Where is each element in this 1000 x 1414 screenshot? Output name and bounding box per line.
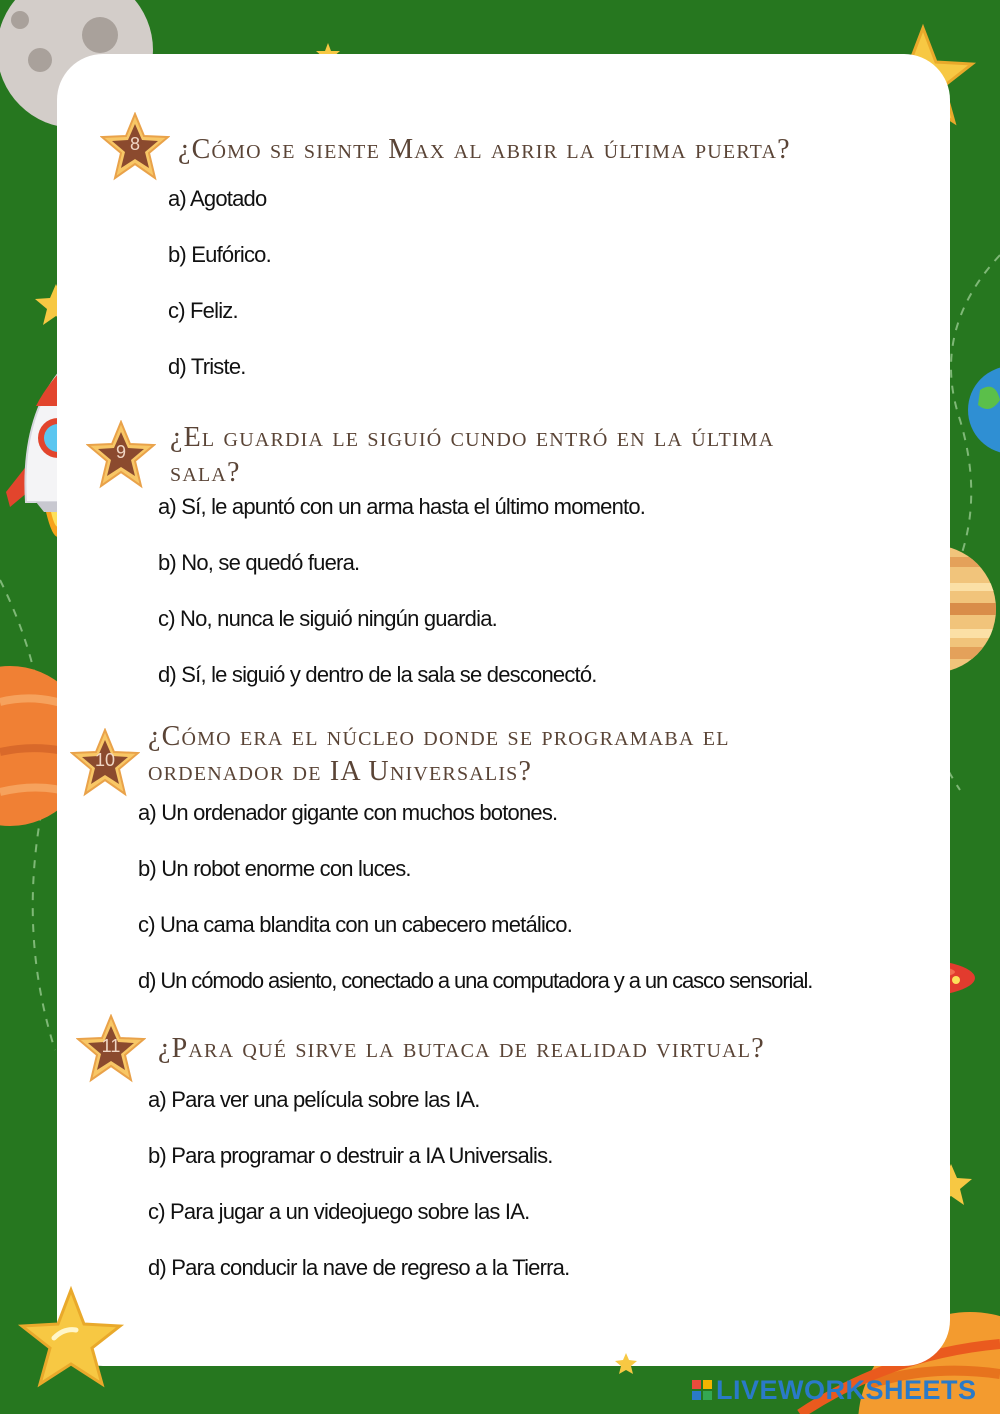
answer-option[interactable]: a) Para ver una película sobre las IA. — [148, 1087, 480, 1112]
answer-option[interactable]: b) Para programar o destruir a IA Universalis. — [148, 1143, 553, 1168]
liveworksheets-logo[interactable] — [692, 1372, 977, 1408]
answer-option[interactable]: d) Triste. — [168, 354, 246, 379]
question-number-badge — [76, 1014, 146, 1084]
question-number-badge — [70, 728, 140, 798]
question-title: ¿El guardia le siguió cundo entró en la última sala? — [170, 422, 775, 488]
question-title: ¿Cómo era el núcleo donde se programaba el ordenador de IA Universalis? — [148, 721, 730, 787]
answer-option[interactable]: d) Sí, le siguió y dentro de la sala se desconectó. — [158, 662, 597, 687]
answer-option[interactable]: d) Un cómodo asiento, conectado a una computadora y a un casco sensorial. — [138, 968, 813, 993]
question-number-badge — [86, 420, 156, 490]
logo-grid-icon — [692, 1380, 712, 1400]
answer-option[interactable]: a) Agotado — [168, 186, 267, 211]
answer-option[interactable]: b) Un robot enorme con luces. — [138, 856, 411, 881]
answer-option[interactable]: a) Un ordenador gigante con muchos botones. — [138, 800, 558, 825]
green-planet — [960, 360, 1000, 460]
answer-option[interactable]: a) Sí, le apuntó con un arma hasta el último momento. — [158, 494, 646, 519]
question-number: 11 — [101, 1036, 121, 1056]
answer-option[interactable]: c) No, nunca le siguió ningún guardia. — [158, 606, 497, 631]
question-number: 9 — [115, 442, 126, 462]
answer-option[interactable]: c) Una cama blandita con un cabecero metálico. — [138, 912, 573, 937]
question-title: ¿Cómo se siente Max al abrir la última puerta? — [178, 134, 791, 165]
question-number: 8 — [129, 134, 140, 154]
logo-text: LIVEWORKSHEETS — [716, 1374, 977, 1405]
answer-option[interactable]: c) Para jugar a un videojuego sobre las IA. — [148, 1199, 530, 1224]
answer-option[interactable]: b) No, se quedó fuera. — [158, 550, 360, 575]
star-icon — [16, 1284, 126, 1394]
question-number-badge — [100, 112, 170, 182]
answer-option[interactable]: d) Para conducir la nave de regreso a la Tierra. — [148, 1255, 570, 1280]
answer-option[interactable]: b) Eufórico. — [168, 242, 271, 267]
small-star-icon — [614, 1352, 638, 1376]
question-title: ¿Para qué sirve la butaca de realidad virtual? — [158, 1033, 765, 1064]
answer-option[interactable]: c) Feliz. — [168, 298, 238, 323]
question-number: 10 — [94, 750, 116, 770]
